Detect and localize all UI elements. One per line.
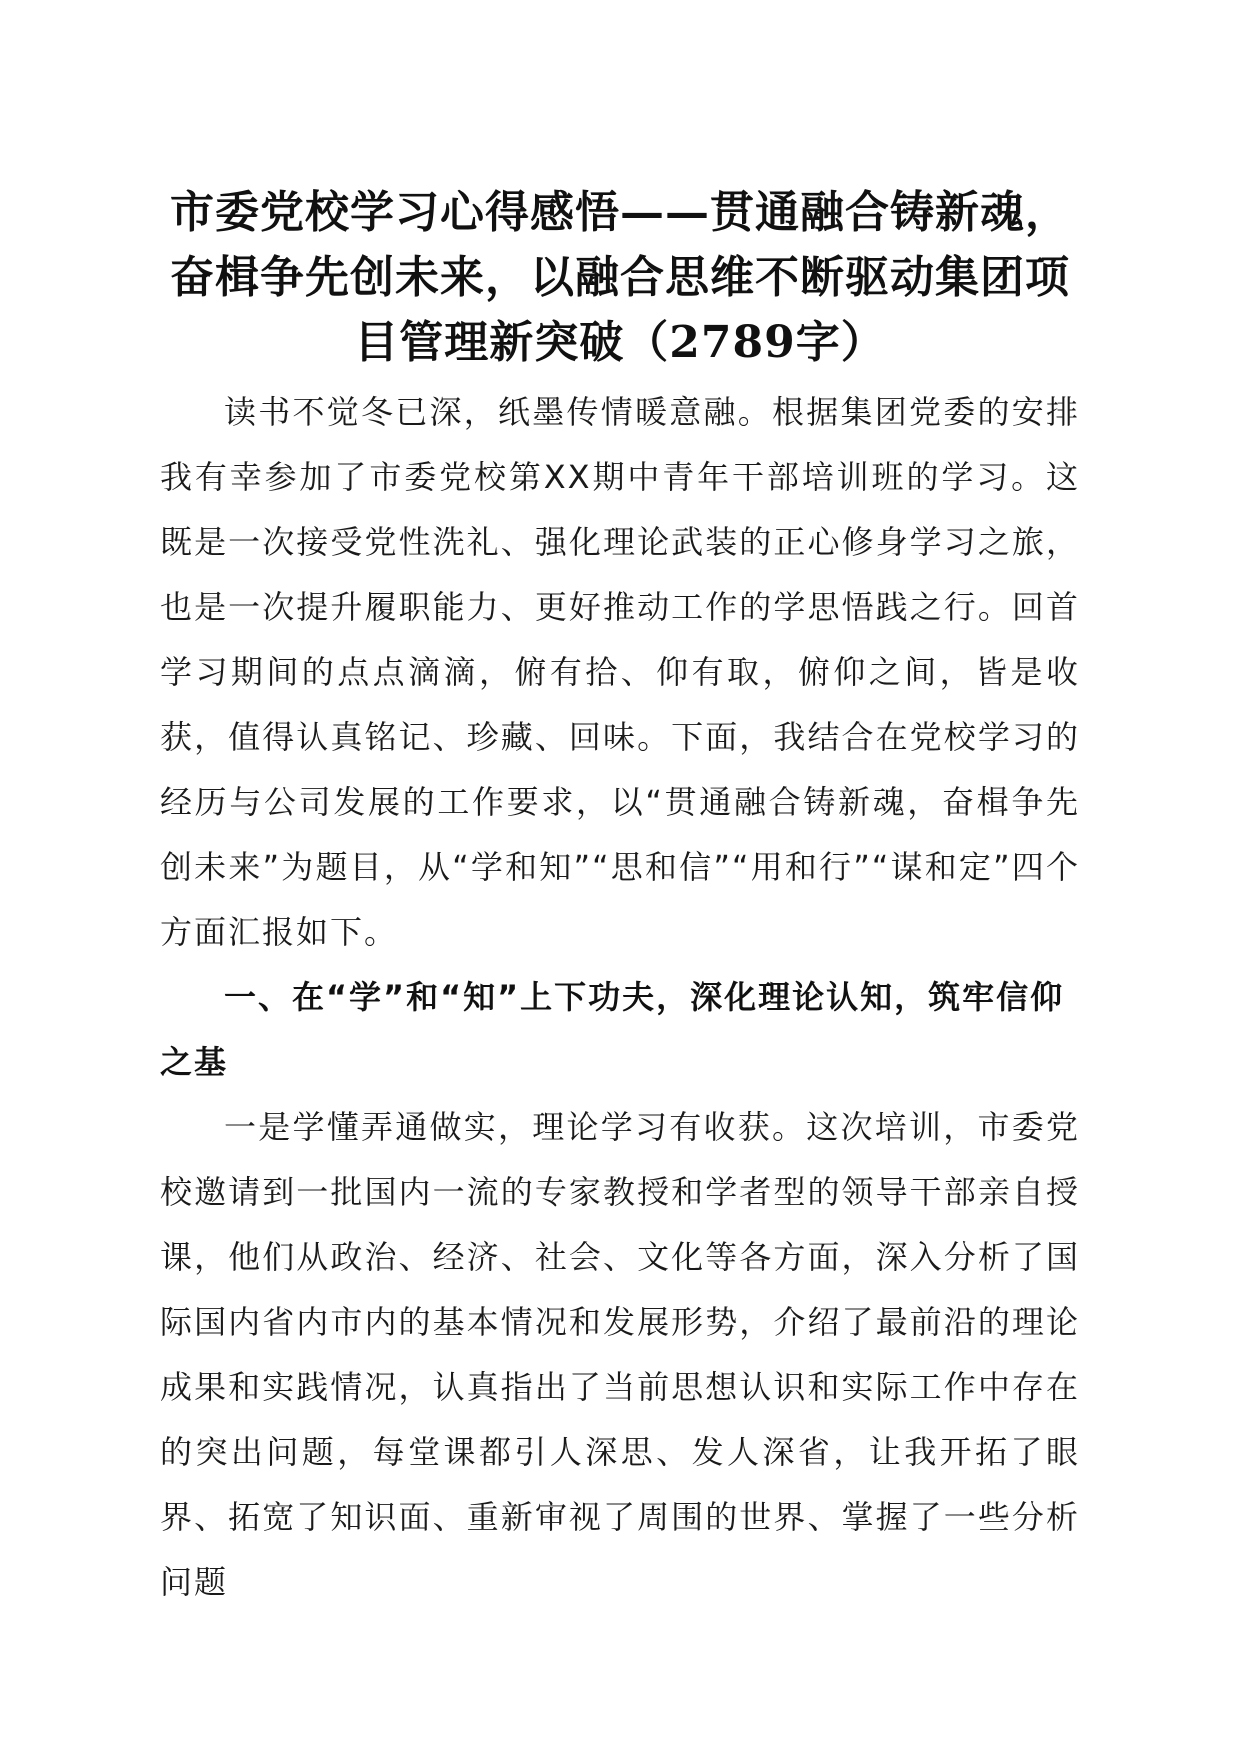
title-line: 目管理新突破（2789字）: [354, 317, 886, 368]
document-body: [160, 380, 1080, 1615]
section-paragraph: 一是学懂弄通做实，理论学习有收获。这次培训，市委党校邀请到一批国内一流的专家教授和学者型的领导干部亲自授课，他们从政治、经济、社会、文化等各方面，深入分析了国际国内省内市内的基本情况和发展形势，介绍了最前沿的理论成果和实践情况，认真指出了当前思想认识和实际工作中存在的突出问题，每堂课都引人深思、发人深省，让我开拓了眼界、拓宽了知识面、重新审视了周围的世界、掌握了一些分析问题: [160, 1108, 1080, 1601]
intro-paragraph: 读书不觉冬已深，纸墨传情暖意融。根据集团党委的安排我有幸参加了市委党校第XX期中青年干部培训班的学习。这既是一次接受党性洗礼、强化理论武装的正心修身学习之旅，也是一次提升履职能力、更好推动工作的学思悟践之行。回首学习期间的点点滴滴，俯有拾、仰有取，俯仰之间，皆是收获，值得认真铭记、珍藏、回味。下面，我结合在党校学习的经历与公司发展的工作要求，以“贯通融合铸新魂，奋楫争先创未来”为题目，从“学和知”“思和信”“用和行”“谋和定”四个方面汇报如下。: [160, 393, 1080, 951]
title-line: 奋楫争先创未来，以融合思维不断驱动集团项: [170, 252, 1070, 303]
document-title: [150, 180, 1090, 375]
title-line: 市委党校学习心得感悟——贯通融合铸新魂，: [170, 187, 1070, 238]
section-heading: 一、在“学”和“知”上下功夫，深化理论认知，筑牢信仰之基: [160, 978, 1065, 1081]
